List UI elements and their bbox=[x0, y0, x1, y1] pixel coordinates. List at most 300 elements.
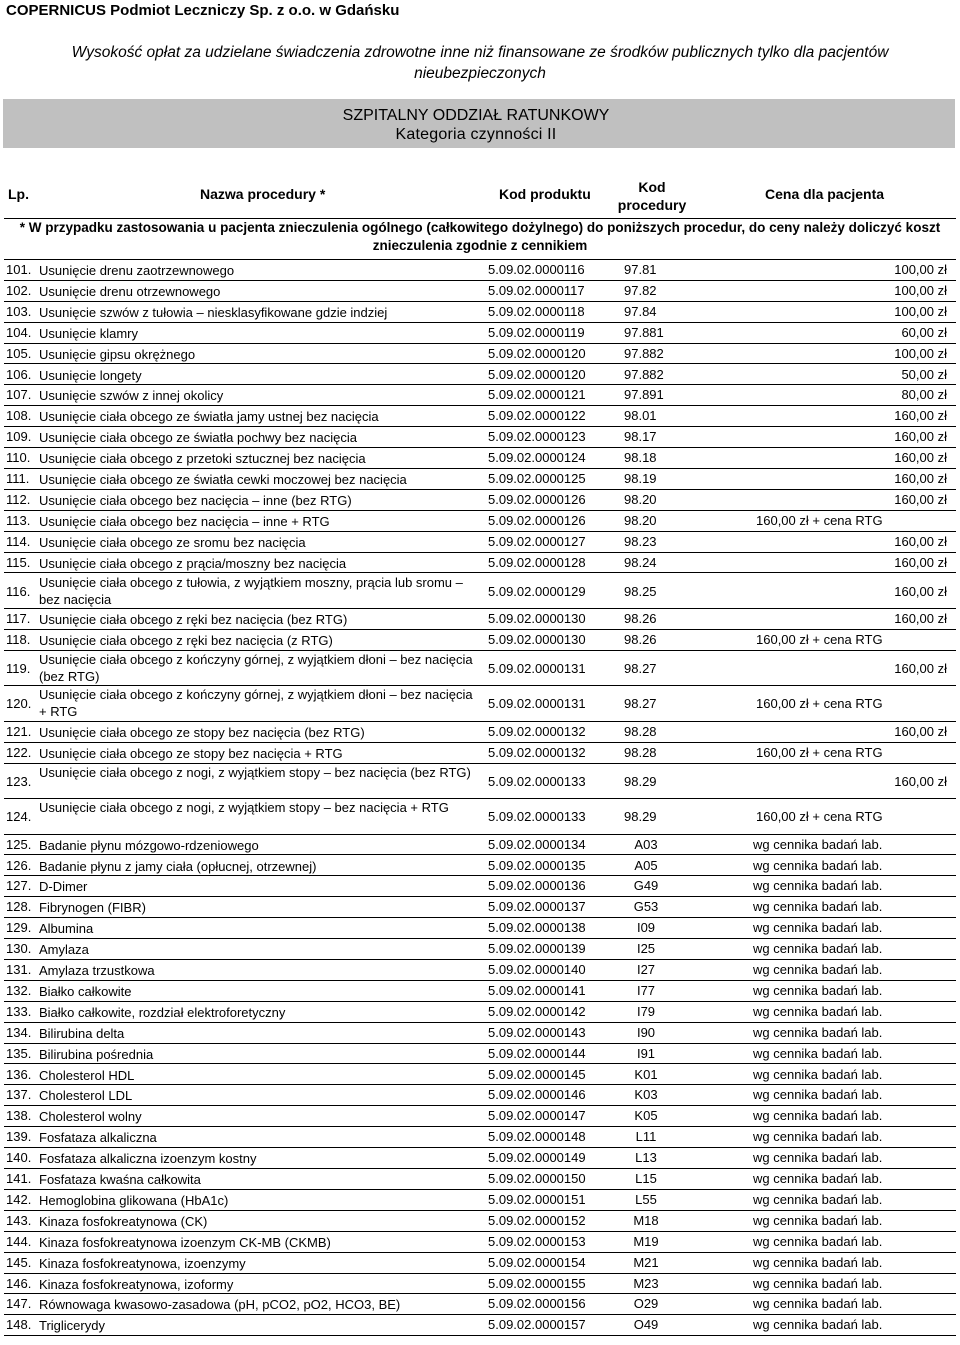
row-number: 147. bbox=[6, 1296, 32, 1312]
procedure-code: K03 bbox=[634, 1087, 658, 1103]
table-row bbox=[0, 834, 960, 855]
procedure-code: 98.27 bbox=[624, 660, 657, 676]
row-number: 115. bbox=[6, 554, 31, 570]
table-row bbox=[0, 1147, 960, 1168]
column-header-procedure-code-line1: Kod bbox=[638, 179, 666, 195]
table-row bbox=[0, 510, 960, 531]
product-code: 5.09.02.0000127 bbox=[488, 533, 586, 549]
patient-price: 160,00 zł + cena RTG bbox=[756, 744, 883, 760]
procedure-name: Usunięcie ciała obcego ze stopy bez nacięcia + RTG bbox=[39, 745, 343, 761]
table-row bbox=[0, 259, 960, 280]
procedure-name: Usunięcie gipsu okrężnego bbox=[39, 346, 196, 362]
procedure-code: 98.26 bbox=[624, 631, 657, 647]
product-code: 5.09.02.0000120 bbox=[488, 366, 586, 382]
row-number: 119. bbox=[6, 660, 31, 676]
product-code: 5.09.02.0000129 bbox=[488, 583, 586, 599]
procedure-code: K01 bbox=[634, 1066, 658, 1082]
table-row bbox=[0, 1231, 960, 1252]
row-number: 121. bbox=[6, 723, 32, 739]
product-code: 5.09.02.0000134 bbox=[488, 836, 586, 852]
procedure-code: K05 bbox=[634, 1108, 658, 1124]
patient-price: wg cennika badań lab. bbox=[753, 857, 883, 873]
patient-price: 160,00 zł bbox=[894, 611, 947, 626]
row-number: 122. bbox=[6, 744, 32, 760]
row-number: 104. bbox=[6, 324, 32, 340]
row-number: 141. bbox=[6, 1171, 32, 1186]
procedure-name: Usunięcie ciała obcego bez nacięcia – inne (bez RTG) bbox=[39, 492, 352, 508]
row-number: 137. bbox=[6, 1087, 32, 1103]
patient-price: wg cennika badań lab. bbox=[753, 1212, 883, 1228]
column-header-name: Nazwa procedury * bbox=[200, 186, 326, 202]
subtitle-line-2: nieubezpieczonych bbox=[414, 65, 546, 82]
table-row bbox=[0, 742, 960, 763]
product-code: 5.09.02.0000136 bbox=[488, 878, 586, 894]
table-row bbox=[0, 1043, 960, 1064]
patient-price: wg cennika badań lab. bbox=[753, 941, 883, 957]
product-code: 5.09.02.0000124 bbox=[488, 450, 586, 466]
procedure-name: Usunięcie ciała obcego ze światła cewki moczowej bez nacięcia bbox=[39, 472, 407, 487]
table-row bbox=[0, 1001, 960, 1022]
row-number: 142. bbox=[6, 1191, 32, 1207]
row-number: 101. bbox=[6, 262, 32, 277]
table-row bbox=[0, 1126, 960, 1147]
product-code: 5.09.02.0000125 bbox=[488, 471, 586, 486]
patient-price: wg cennika badań lab. bbox=[753, 1108, 883, 1124]
table-row bbox=[0, 1293, 960, 1314]
patient-price: wg cennika badań lab. bbox=[753, 1171, 883, 1186]
procedure-code: 98.24 bbox=[624, 554, 657, 570]
table-row bbox=[0, 959, 960, 980]
procedure-code: O29 bbox=[633, 1296, 659, 1312]
product-code: 5.09.02.0000151 bbox=[488, 1191, 586, 1207]
procedure-code: 98.23 bbox=[624, 533, 657, 549]
row-number: 127. bbox=[6, 878, 32, 894]
procedure-name: Usunięcie ciała obcego ze światła pochwy bez nacięcia bbox=[39, 430, 357, 446]
table-row bbox=[0, 280, 960, 301]
patient-price: 160,00 zł bbox=[894, 554, 947, 570]
table-row bbox=[0, 938, 960, 959]
row-number: 148. bbox=[6, 1317, 32, 1333]
table-row bbox=[0, 1273, 960, 1294]
procedure-code: 97.84 bbox=[624, 303, 657, 319]
product-code: 5.09.02.0000144 bbox=[488, 1045, 586, 1061]
product-code: 5.09.02.0000146 bbox=[488, 1087, 586, 1103]
procedure-name: Fibrynogen (FIBR) bbox=[39, 900, 146, 916]
table-row bbox=[0, 573, 960, 609]
procedure-code: 98.28 bbox=[624, 744, 657, 760]
procedure-code: 98.20 bbox=[624, 491, 657, 507]
procedure-name: Usunięcie ciała obcego ze stopy bez nacięcia (bez RTG) bbox=[39, 724, 365, 740]
procedure-code: A05 bbox=[634, 857, 658, 873]
procedure-name: Badanie płynu mózgowo-rdzeniowego bbox=[39, 837, 259, 853]
procedure-name: Usunięcie ciała obcego bez nacięcia – inne + RTG bbox=[39, 513, 330, 529]
patient-price: wg cennika badań lab. bbox=[753, 899, 883, 915]
product-code: 5.09.02.0000156 bbox=[488, 1296, 586, 1312]
product-code: 5.09.02.0000132 bbox=[488, 723, 586, 739]
procedure-code: I91 bbox=[636, 1045, 656, 1061]
note-line-2: znieczulenia zgodnie z cennikiem bbox=[372, 238, 588, 253]
procedure-name: D-Dimer bbox=[39, 879, 88, 895]
anesthesia-note bbox=[4, 219, 956, 255]
table-row bbox=[0, 629, 960, 650]
procedure-code: 97.881 bbox=[624, 324, 664, 340]
patient-price: wg cennika badań lab. bbox=[753, 1254, 883, 1270]
product-code: 5.09.02.0000140 bbox=[488, 962, 586, 977]
procedure-name: Cholesterol wolny bbox=[39, 1109, 142, 1125]
row-number: 144. bbox=[6, 1233, 32, 1249]
patient-price: wg cennika badań lab. bbox=[753, 1233, 883, 1249]
row-number: 102. bbox=[6, 282, 32, 298]
patient-price: 160,00 zł bbox=[894, 660, 947, 676]
row-number: 146. bbox=[6, 1275, 32, 1291]
table-row bbox=[0, 322, 960, 343]
table-row bbox=[0, 384, 960, 405]
row-number: 128. bbox=[6, 899, 32, 915]
table-row bbox=[0, 364, 960, 385]
product-code: 5.09.02.0000142 bbox=[488, 1003, 586, 1019]
table-row bbox=[0, 1210, 960, 1231]
procedure-name: Badanie płynu z jamy ciała (opłucnej, otrzewnej) bbox=[39, 858, 317, 874]
row-number: 110. bbox=[6, 450, 31, 466]
procedure-name: Bilirubina pośrednia bbox=[39, 1046, 154, 1062]
row-number: 124. bbox=[6, 809, 32, 825]
procedure-name: Fosfataza alkaliczna izoenzym kostny bbox=[39, 1151, 257, 1167]
procedure-code: I90 bbox=[636, 1024, 656, 1040]
department-name: SZPITALNY ODDZIAŁ RATUNKOWY bbox=[342, 107, 610, 124]
procedure-name: Hemoglobina glikowana (HbA1c) bbox=[39, 1192, 229, 1208]
procedure-code: 98.25 bbox=[624, 583, 657, 599]
row-number: 118. bbox=[6, 631, 31, 647]
table-row bbox=[0, 1064, 960, 1085]
table-row bbox=[0, 917, 960, 938]
patient-price: 160,00 zł + cena RTG bbox=[756, 512, 883, 528]
product-code: 5.09.02.0000130 bbox=[488, 631, 586, 647]
procedure-code: 98.01 bbox=[624, 408, 657, 424]
procedure-name: Usunięcie ciała obcego ze światła jamy ustnej bez nacięcia bbox=[39, 409, 379, 425]
procedure-name: Kinaza fosfokreatynowa izoenzym CK-MB (CKMB) bbox=[39, 1234, 331, 1250]
patient-price: 160,00 zł bbox=[894, 429, 947, 445]
patient-price: wg cennika badań lab. bbox=[753, 1150, 883, 1166]
procedure-code: 97.82 bbox=[624, 282, 657, 298]
patient-price: 160,00 zł bbox=[894, 471, 947, 486]
department-heading bbox=[0, 106, 952, 144]
product-code: 5.09.02.0000128 bbox=[488, 554, 586, 570]
procedure-code: M23 bbox=[633, 1275, 659, 1291]
patient-price: 160,00 zł bbox=[894, 533, 947, 549]
row-number: 143. bbox=[6, 1212, 32, 1228]
procedure-name: Fosfataza kwaśna całkowita bbox=[39, 1172, 201, 1187]
row-number: 120. bbox=[6, 696, 32, 712]
table-row bbox=[0, 1168, 960, 1189]
product-code: 5.09.02.0000131 bbox=[488, 660, 586, 676]
product-code: 5.09.02.0000150 bbox=[488, 1171, 586, 1186]
row-number: 108. bbox=[6, 408, 32, 424]
procedure-name: Amylaza trzustkowa bbox=[39, 963, 155, 978]
procedure-code: 97.882 bbox=[624, 366, 664, 382]
procedure-code: I77 bbox=[636, 982, 656, 998]
table-row bbox=[0, 1105, 960, 1126]
note-line-1: * W przypadku zastosowania u pacjenta znieczulenia ogólnego (całkowitego dożylnego) do poniższych procedur, do ceny należy doliczyć koszt bbox=[19, 220, 941, 235]
table-row bbox=[0, 468, 960, 489]
table-row bbox=[0, 875, 960, 896]
patient-price: 160,00 zł + cena RTG bbox=[756, 696, 883, 712]
table-row bbox=[0, 552, 960, 573]
row-number: 106. bbox=[6, 366, 32, 382]
column-header-procedure-code bbox=[614, 178, 690, 214]
product-code: 5.09.02.0000130 bbox=[488, 611, 586, 626]
row-number: 133. bbox=[6, 1003, 32, 1019]
product-code: 5.09.02.0000118 bbox=[488, 303, 585, 319]
row-number: 113. bbox=[6, 512, 31, 528]
product-code: 5.09.02.0000148 bbox=[488, 1129, 586, 1145]
procedure-name: Kinaza fosfokreatynowa, izoformy bbox=[39, 1276, 234, 1292]
product-code: 5.09.02.0000122 bbox=[488, 408, 586, 424]
row-number: 111. bbox=[6, 471, 30, 486]
row-number: 139. bbox=[6, 1129, 32, 1145]
product-code: 5.09.02.0000116 bbox=[488, 262, 585, 277]
patient-price: 80,00 zł bbox=[901, 387, 947, 403]
product-code: 5.09.02.0000139 bbox=[488, 941, 586, 957]
table-row bbox=[0, 855, 960, 876]
patient-price: wg cennika badań lab. bbox=[753, 1191, 883, 1207]
procedure-code: L15 bbox=[635, 1171, 657, 1186]
product-code: 5.09.02.0000147 bbox=[488, 1108, 586, 1124]
product-code: 5.09.02.0000143 bbox=[488, 1024, 586, 1040]
column-header-procedure-code-line2: procedury bbox=[617, 197, 687, 213]
patient-price: wg cennika badań lab. bbox=[753, 1296, 883, 1312]
row-number: 132. bbox=[6, 982, 32, 998]
patient-price: 160,00 zł bbox=[894, 450, 947, 466]
procedure-name: Usunięcie ciała obcego z nogi, z wyjątkiem stopy – bez nacięcia (bez RTG) bbox=[39, 764, 471, 780]
procedure-name: Usunięcie drenu zaotrzewnowego bbox=[39, 263, 235, 278]
patient-price: 100,00 zł bbox=[894, 282, 947, 298]
product-code: 5.09.02.0000138 bbox=[488, 920, 586, 936]
product-code: 5.09.02.0000155 bbox=[488, 1275, 586, 1291]
table-header bbox=[0, 170, 960, 218]
procedure-code: 98.17 bbox=[624, 429, 657, 445]
patient-price: 100,00 zł bbox=[894, 303, 947, 319]
procedure-code: A03 bbox=[634, 836, 658, 852]
procedure-name: Usunięcie szwów z tułowia – niesklasyfikowane gdzie indziej bbox=[39, 304, 388, 320]
procedure-code: G53 bbox=[633, 899, 659, 915]
product-code: 5.09.02.0000123 bbox=[488, 429, 586, 445]
procedure-code: L11 bbox=[635, 1129, 657, 1145]
company-name: COPERNICUS Podmiot Leczniczy Sp. z o.o. w Gdańsku bbox=[6, 2, 400, 19]
product-code: 5.09.02.0000145 bbox=[488, 1066, 586, 1082]
procedure-code: 98.27 bbox=[624, 696, 657, 712]
patient-price: wg cennika badań lab. bbox=[753, 836, 883, 852]
table-row bbox=[0, 721, 960, 742]
procedure-name: Albumina bbox=[39, 921, 94, 937]
patient-price: wg cennika badań lab. bbox=[753, 1045, 883, 1061]
column-header-price: Cena dla pacjenta bbox=[765, 186, 885, 202]
table-row bbox=[0, 650, 960, 686]
product-code: 5.09.02.0000135 bbox=[488, 857, 586, 873]
procedure-name: Białko całkowite, rozdział elektroforetyczny bbox=[39, 1004, 286, 1020]
row-number: 129. bbox=[6, 920, 32, 936]
row-number: 117. bbox=[6, 611, 31, 626]
patient-price: wg cennika badań lab. bbox=[753, 920, 883, 936]
patient-price: 160,00 zł bbox=[894, 491, 947, 507]
patient-price: 50,00 zł bbox=[901, 366, 947, 382]
row-number: 107. bbox=[6, 387, 32, 403]
procedure-code: 98.18 bbox=[624, 450, 657, 466]
patient-price: 160,00 zł bbox=[894, 773, 947, 789]
procedure-name: Usunięcie ciała obcego ze sromu bez nacięcia bbox=[39, 534, 306, 550]
procedure-code: I09 bbox=[636, 920, 656, 936]
procedure-code: M18 bbox=[633, 1212, 659, 1228]
subtitle-line-1: Wysokość opłat za udzielane świadczenia zdrowotne inne niż finansowane ze środków publicznych tylko dla pacjentów bbox=[71, 44, 889, 61]
table-row bbox=[0, 763, 960, 799]
row-number: 123. bbox=[6, 773, 32, 789]
procedure-code: 98.19 bbox=[624, 471, 657, 486]
procedure-code: M21 bbox=[633, 1254, 659, 1270]
patient-price: wg cennika badań lab. bbox=[753, 1024, 883, 1040]
procedure-name: Białko całkowite bbox=[39, 983, 132, 999]
procedure-name: Usunięcie ciała obcego z nogi, z wyjątkiem stopy – bez nacięcia + RTG bbox=[39, 800, 449, 816]
product-code: 5.09.02.0000126 bbox=[488, 512, 586, 528]
row-number: 103. bbox=[6, 303, 32, 319]
patient-price: wg cennika badań lab. bbox=[753, 1275, 883, 1291]
procedure-name: Triglicerydy bbox=[39, 1318, 105, 1334]
procedure-name: Usunięcie ciała obcego z tułowia, z wyjątkiem moszny, prącia lub sromu – bez nacięcia bbox=[39, 574, 463, 607]
patient-price: 60,00 zł bbox=[901, 324, 947, 340]
row-number: 135. bbox=[6, 1045, 32, 1061]
product-code: 5.09.02.0000154 bbox=[488, 1254, 586, 1270]
table-row bbox=[0, 1314, 960, 1335]
product-code: 5.09.02.0000153 bbox=[488, 1233, 586, 1249]
procedure-name: Usunięcie ciała obcego z przetoki sztucznej bez nacięcia bbox=[39, 451, 366, 467]
patient-price: wg cennika badań lab. bbox=[753, 982, 883, 998]
row-number: 105. bbox=[6, 345, 32, 361]
procedure-code: 97.882 bbox=[624, 345, 664, 361]
table-row bbox=[0, 1022, 960, 1043]
patient-price: wg cennika badań lab. bbox=[753, 878, 883, 894]
product-code: 5.09.02.0000141 bbox=[488, 982, 586, 998]
product-code: 5.09.02.0000117 bbox=[488, 282, 585, 298]
row-number: 131. bbox=[6, 962, 32, 977]
procedure-code: 98.29 bbox=[624, 773, 657, 789]
procedure-code: I27 bbox=[636, 962, 656, 977]
procedure-code: 98.26 bbox=[624, 611, 657, 626]
procedure-name: Cholesterol HDL bbox=[39, 1067, 135, 1083]
table-row bbox=[0, 301, 960, 322]
procedure-name: Usunięcie drenu otrzewnowego bbox=[39, 283, 221, 299]
row-number: 145. bbox=[6, 1254, 32, 1270]
patient-price: wg cennika badań lab. bbox=[753, 1087, 883, 1103]
patient-price: 160,00 zł bbox=[894, 583, 947, 599]
product-code: 5.09.02.0000121 bbox=[488, 387, 586, 403]
procedure-name: Usunięcie longety bbox=[39, 367, 142, 383]
procedure-name: Usunięcie ciała obcego z ręki bez nacięcia (z RTG) bbox=[39, 632, 333, 648]
procedure-name: Fosfataza alkaliczna bbox=[39, 1130, 157, 1146]
patient-price: wg cennika badań lab. bbox=[753, 962, 883, 977]
procedure-code: O49 bbox=[633, 1317, 659, 1333]
row-number: 136. bbox=[6, 1066, 32, 1082]
patient-price: 160,00 zł bbox=[894, 723, 947, 739]
patient-price: 100,00 zł bbox=[894, 345, 947, 361]
row-number: 140. bbox=[6, 1150, 32, 1166]
procedure-code: L13 bbox=[635, 1150, 657, 1166]
procedure-name: Usunięcie ciała obcego z kończyny górnej, z wyjątkiem dłoni – bez nacięcia (bez RTG) bbox=[39, 651, 473, 684]
procedure-code: 98.29 bbox=[624, 809, 657, 825]
row-number: 114. bbox=[6, 533, 31, 549]
patient-price: wg cennika badań lab. bbox=[753, 1129, 883, 1145]
row-number: 134. bbox=[6, 1024, 32, 1040]
procedure-code: M19 bbox=[633, 1233, 659, 1249]
procedure-code: G49 bbox=[633, 878, 659, 894]
product-code: 5.09.02.0000133 bbox=[488, 773, 586, 789]
table-row bbox=[0, 608, 960, 629]
table-row bbox=[0, 1189, 960, 1210]
patient-price: wg cennika badań lab. bbox=[753, 1066, 883, 1082]
procedure-name: Usunięcie ciała obcego z prącia/moszny bez nacięcia bbox=[39, 555, 347, 571]
row-number: 109. bbox=[6, 429, 32, 445]
procedure-name: Usunięcie ciała obcego z ręki bez nacięcia (bez RTG) bbox=[39, 612, 348, 627]
procedure-name: Usunięcie ciała obcego z kończyny górnej, z wyjątkiem dłoni – bez nacięcia + RTG bbox=[39, 687, 473, 720]
procedure-name: Usunięcie klamry bbox=[39, 325, 138, 341]
table-row bbox=[0, 531, 960, 552]
row-divider bbox=[4, 1335, 956, 1336]
patient-price: 160,00 zł + cena RTG bbox=[756, 809, 883, 825]
product-code: 5.09.02.0000120 bbox=[488, 345, 586, 361]
patient-price: wg cennika badań lab. bbox=[753, 1317, 883, 1333]
product-code: 5.09.02.0000131 bbox=[488, 696, 586, 712]
product-code: 5.09.02.0000157 bbox=[488, 1317, 586, 1333]
procedure-code: I79 bbox=[636, 1003, 656, 1019]
table-row bbox=[0, 798, 960, 834]
row-number: 112. bbox=[6, 491, 31, 507]
procedure-code: 97.891 bbox=[624, 387, 664, 403]
table-row bbox=[0, 980, 960, 1001]
procedure-code: 98.28 bbox=[624, 723, 657, 739]
product-code: 5.09.02.0000132 bbox=[488, 744, 586, 760]
patient-price: 160,00 zł bbox=[894, 408, 947, 424]
product-code: 5.09.02.0000152 bbox=[488, 1212, 586, 1228]
table-row bbox=[0, 685, 960, 721]
table-row bbox=[0, 426, 960, 447]
procedure-name: Kinaza fosfokreatynowa (CK) bbox=[39, 1213, 208, 1229]
procedure-name: Równowaga kwasowo-zasadowa (pH, pCO2, pO2, HCO3, BE) bbox=[39, 1297, 401, 1313]
procedure-name: Cholesterol LDL bbox=[39, 1088, 133, 1104]
table-row bbox=[0, 896, 960, 917]
table-row bbox=[0, 343, 960, 364]
procedure-code: 98.20 bbox=[624, 512, 657, 528]
row-number: 116. bbox=[6, 583, 31, 599]
table-row bbox=[0, 1252, 960, 1273]
procedure-name: Bilirubina delta bbox=[39, 1025, 125, 1041]
patient-price: wg cennika badań lab. bbox=[753, 1003, 883, 1019]
table-row bbox=[0, 489, 960, 510]
product-code: 5.09.02.0000126 bbox=[488, 491, 586, 507]
procedure-code: I25 bbox=[636, 941, 656, 957]
procedure-code: L55 bbox=[635, 1191, 657, 1207]
product-code: 5.09.02.0000137 bbox=[488, 899, 586, 915]
table-row bbox=[0, 1084, 960, 1105]
row-number: 125. bbox=[6, 836, 32, 852]
product-code: 5.09.02.0000133 bbox=[488, 809, 586, 825]
document-subtitle bbox=[20, 42, 940, 84]
patient-price: 100,00 zł bbox=[894, 262, 947, 277]
procedure-code: 97.81 bbox=[624, 262, 657, 277]
column-header-product-code: Kod produktu bbox=[499, 186, 591, 202]
table-row bbox=[0, 405, 960, 426]
procedure-name: Amylaza bbox=[39, 942, 89, 958]
column-header-lp: Lp. bbox=[8, 186, 29, 202]
procedure-name: Kinaza fosfokreatynowa, izoenzymy bbox=[39, 1255, 246, 1271]
patient-price: 160,00 zł + cena RTG bbox=[756, 631, 883, 647]
row-number: 130. bbox=[6, 941, 32, 957]
